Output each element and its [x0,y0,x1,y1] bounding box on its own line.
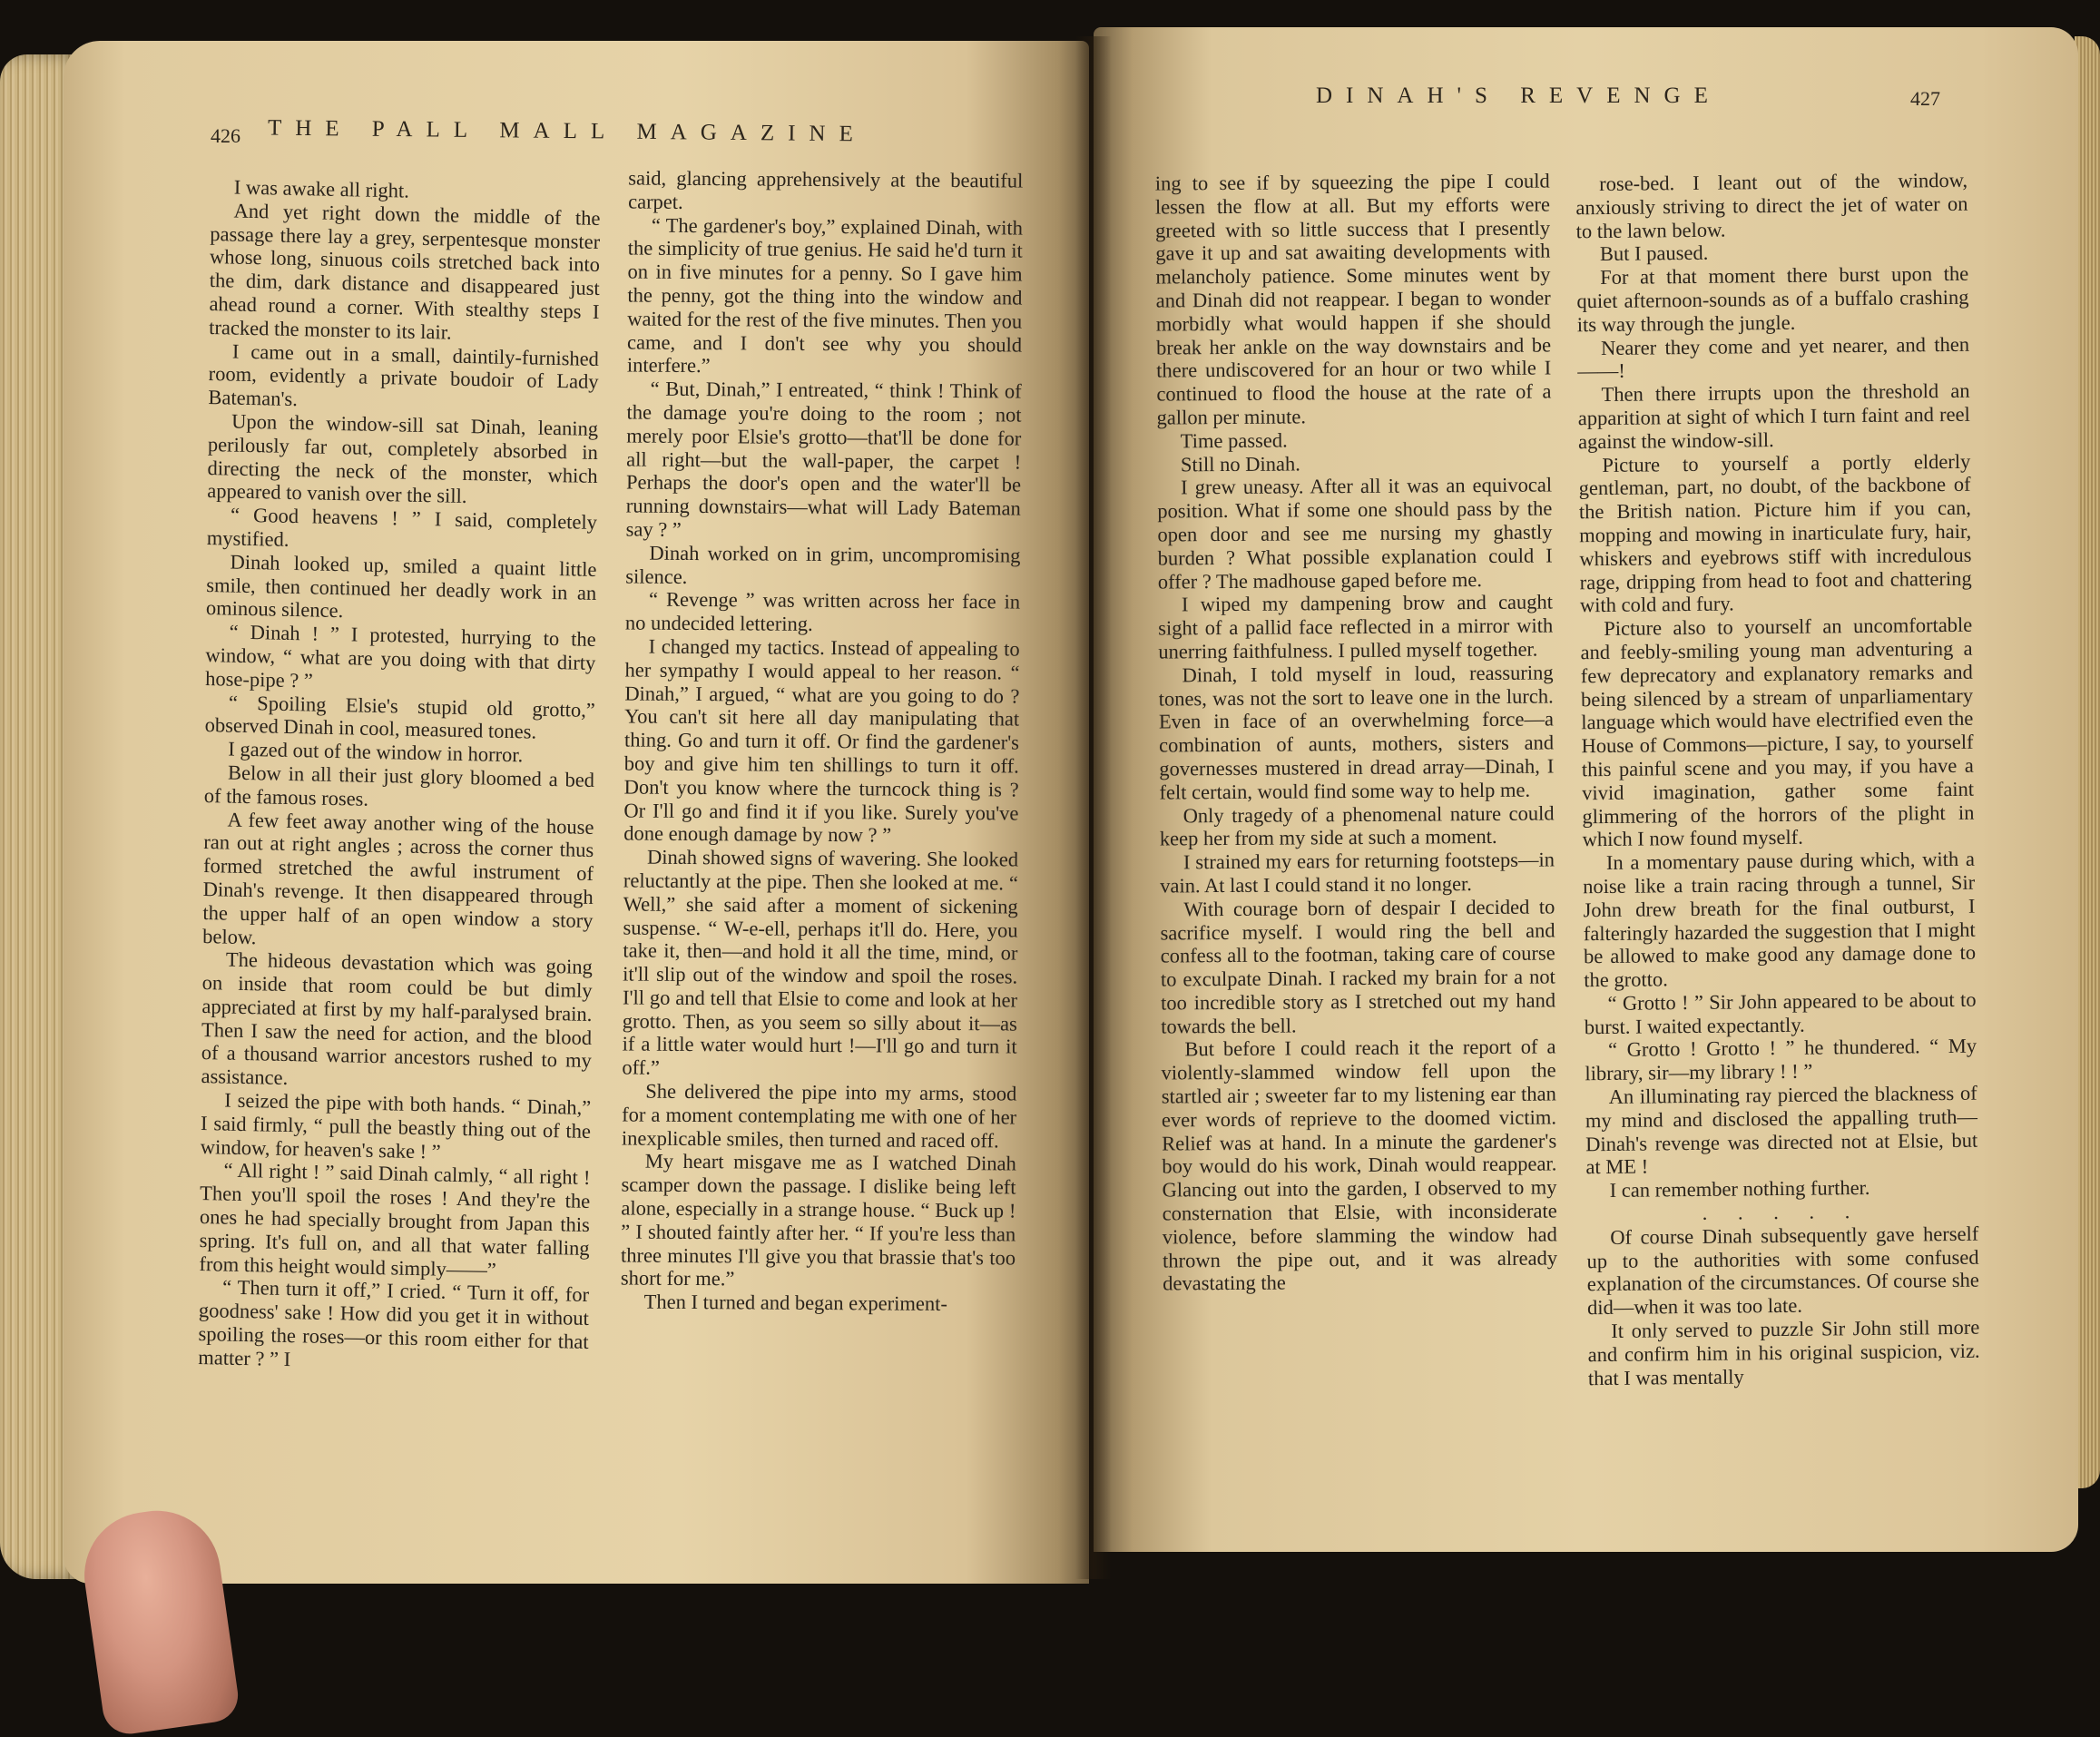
paragraph: Dinah looked up, smiled a quaint little smile, then continued her deadly work in an ominous silence. [205,550,597,623]
paragraph: “ Spoiling Elsie's stupid old grotto,” observed Dinah in cool, measured tones. [204,691,595,743]
paragraph: Dinah, I told myself in loud, reassuring tones, was not the sort to leave one in the lurch. Even in face of an overwhelming force—a combination of aunts, mothers, sisters and governesses mustered in dread array—Dinah, I felt certain, would find some way to help me. [1158,661,1555,804]
paragraph: I grew uneasy. After all it was an equivocal position. What if some one should pass by the open door and see me nursing my ghastly burden ? What possible explanation could I offer ? The madhouse gaped before me. [1157,473,1553,594]
paragraph: “ But, Dinah,” I entreated, “ think ! Think of the damage you're doing to the room ; not merely poor Elsie's grotto—that'll be done for all right—but the wall-paper, the carpet ! Perhaps the door's open and the water'll be running downstairs—what will Lady Bateman say ? ” [625,377,1022,541]
paragraph: She delivered the pipe into my arms, stood for a moment contemplating me with one of her inexplicable smiles, then turned and raced off. [621,1079,1017,1153]
paragraph: And yet right down the middle of the passage there lay a grey, serpentesque monster whose long, sinuous coils stretched back into the dim, dark distance and disappeared just ahead round a corner. With stealthy steps I tracked the monster to its lair. [209,199,601,344]
paragraph: ing to see if by squeezing the pipe I could lessen the flow at all. But my efforts were greeted with so little success that I presently gave it up and sat awaiting developments with melancholy patience. Some minutes went by and Dinah did not reappear. I began to wonder morbidly what would happen if she should break her ankle on the way downstairs and be there undiscovered for an hour or two while I continued to flood the house at the rate of a gallon per minute. [1154,169,1552,429]
paragraph: Still no Dinah. [1180,451,1300,476]
paragraph: Time passed. [1180,428,1288,453]
paragraph: . . . . . [1702,1200,1863,1224]
paragraph: I came out in a small, daintily-furnished room, evidently a private boudoir of Lady Bateman's. [208,339,600,411]
paragraph: In a momentary pause during which, with a noise like a train racing through a tunnel, Sir John drew breath for the final outburst, I falteringly hazarded the suggestion that I might be allowed to make good any damage done to the grotto. [1583,847,1977,992]
paragraph: I wiped my dampening brow and caught sight of a pallid face reflected in a mirror with unerring faithfulness. I pulled myself together. [1158,590,1554,663]
paragraph: “ Good heavens ! ” I said, completely mystified. [206,503,598,551]
left-page [64,41,1089,1584]
paragraph: “ Dinah ! ” I protested, hurrying to the window, “ what are you doing with that dirty hose-pipe ? ” [205,620,596,692]
paragraph: “ All right ! ” said Dinah calmly, “ all right ! Then you'll spoil the roses ! And they're the ones he had specially brought from Japan this spring. It's full on, and all that water falling from this height would simply——” [199,1159,591,1281]
paragraph: I was awake all right. [233,175,410,202]
paragraph: I seized the pipe with both hands. “ Dinah,” I said firmly, “ pull the beastly thing out of the window, for heaven's sake ! ” [200,1088,592,1163]
paragraph: But before I could reach it the report of a violently-slammed window fell upon the startled air ; sweeter far to my listening ear than ever words of reprieve to the doomed victim. Relief was at hand. In a minute the gardener's boy would do his work, Dinah would reappear. Glancing out into the garden, I observed to my consternation that Elsie, with inconsiderate violence, before slamming the window had thrown the pipe out, and it was already devastating the [1161,1035,1558,1295]
paragraph: said, glancing apprehensively at the beautiful carpet. [628,166,1024,213]
right-page-column-2 [1575,169,1980,1390]
paragraph: Nearer they come and yet nearer, and then——! [1577,332,1970,383]
paragraph: I strained my ears for returning footsteps—in vain. At last I could stand it no longer. [1160,848,1555,898]
paragraph: Upon the window-sill sat Dinah, leaning perilously far out, completely absorbed in directing the neck of the monster, which appeared to vanish over the sill. [207,409,599,508]
running-head-left: THE PALL MALL MAGAZINE [267,115,867,147]
paragraph: The hideous devastation which was going on inside that room could be but dimly appreciated at first by my half-paralysed brain. Then I saw the need for action, and the blood of a thousand warrior ancestors rushed to my assistance. [201,947,593,1090]
left-page-column-2 [621,166,1024,1316]
paragraph: A few feet away another wing of the house ran out at right angles ; across the corner thus formed stretched the awful instrument of Dinah's revenge. It then disappeared through the upper half of an open window a story below. [202,808,594,948]
paragraph: Then there irrupts upon the threshold an apparition at sight of which I turn faint and reel against the window-sill. [1577,378,1970,454]
paragraph: It only served to puzzle Sir John still more and confirm him in his original suspicion, viz. that I was mentally [1587,1315,1980,1389]
paragraph: I gazed out of the window in horror. [228,737,524,767]
paragraph: Dinah worked on in grim, uncompromising silence. [625,541,1021,588]
right-page-column-1 [1155,169,1558,1295]
page-block-edge-right [2075,36,2100,1488]
running-head-right: DINAH'S REVENGE [1316,83,1722,108]
paragraph: For at that moment there burst upon the quiet afternoon-sounds as of a buffalo crashing its way through the jungle. [1576,261,1969,337]
paragraph: Picture to yourself a portly elderly gentleman, part, no doubt, of the backbone of the British nation. Picture him if you can, mopping and mowing in inarticulate fury, hair, whiskers and eyebrows stiff with incredulous rage, dripping from head to foot and chattering with cold and fury. [1578,449,1972,617]
paragraph: “ Then turn it off,” I cried. “ Turn it off, for goodness' sake ! How did you get it in without spoiling the roses—or this room either for that matter ? ” I [198,1275,590,1370]
left-page-column-1 [198,175,601,1378]
page-number-left: 426 [211,124,240,147]
paragraph: My heart misgave me as I watched Dinah scamper down the passage. I dislike being left alone, especially in a strange house. “ Buck up ! ” I shouted faintly after her. “ If you're less than three minutes I'll give you that brassie that's too short for me.” [620,1150,1016,1290]
paragraph: “ Grotto ! ” Sir John appeared to be about to burst. I waited expectantly. [1584,987,1977,1038]
paragraph: But I paused. [1599,241,1709,266]
paragraph: An illuminating ray pierced the blackness of my mind and disclosed the appalling truth—Dinah's revenge was directed not at Elsie, but at ME ! [1585,1081,1978,1179]
paragraph: Only tragedy of a phenomenal nature could keep her from my side at such a moment. [1159,800,1555,850]
paragraph: I changed my tactics. Instead of appealing to her sympathy I would appeal to her reason. “ Dinah,” I argued, “ what are you going to do ? You can't sit here all day manipulating that thing. Go and turn it off. Or find the gardener's boy and give him ten shillings to turn it off. Don't you know where the turncock thing is ? Or I'll go and find it if you like. Surely you've done enough damage by now ? ” [623,634,1020,847]
paragraph: Then I turned and began experiment- [643,1290,948,1316]
paragraph: Dinah showed signs of wavering. She looked reluctantly at the pipe. Then she looked at me. “ Well,” she said after a moment of sickening suspense. “ W-e-ell, perhaps it'll do. Here, you take it, then—and hold it all the time, mind, or it'll slip out of the window and spoil the roses. I'll go and tell that Elsie to come and look at her grotto. Then, as you seem so silly about it—as if a little water would hurt !—I'll go and turn it off.” [622,845,1019,1080]
paragraph: rose-bed. I leant out of the window, anxiously striving to direct the jet of water on to the lawn below. [1575,168,1968,242]
paragraph: Picture also to yourself an uncomfortable and feebly-smiling young man adventuring a few deprecatory and explanatory remarks and being silenced by a stream of unparliamentary language which would have electrified even the House of Commons—picture, I say, to yourself this painful scene and you may, if you have a vivid imagination, gather some faint glimmering of the horrors of the plight in which I now found myself. [1580,613,1975,851]
book-gutter [1075,36,1112,1579]
paragraph: “ Grotto ! Grotto ! ” he thundered. “ My library, sir—my library ! ! ” [1585,1035,1977,1085]
paragraph: “ Revenge ” was written across her face in no undecided lettering. [624,588,1021,636]
page-number-right: 427 [1910,87,1940,110]
paragraph: With courage born of despair I decided to sacrifice myself. I would ring the bell and confess all to the footman, taking care of course to exculpate Dinah. I racked my brain for a not too incredible story as I stretched out my hand towards the bell. [1160,895,1556,1038]
paragraph: “ The gardener's boy,” explained Dinah, with the simplicity of true genius. He said he'd turn it on in five minutes for a penny. So I gave him the penny, got the thing into the window and waited for the rest of the five minutes. Then you came, and I don't see why you should interfere.” [626,213,1024,378]
paragraph: Of course Dinah subsequently gave herself up to the authorities with some confused explanation of the circumstances. Of course she did—when it was too late. [1586,1222,1979,1320]
right-page [1094,27,2078,1552]
paragraph: Below in all their just glory bloomed a bed of the famous roses. [203,761,595,810]
paragraph: I can remember nothing further. [1609,1176,1870,1202]
